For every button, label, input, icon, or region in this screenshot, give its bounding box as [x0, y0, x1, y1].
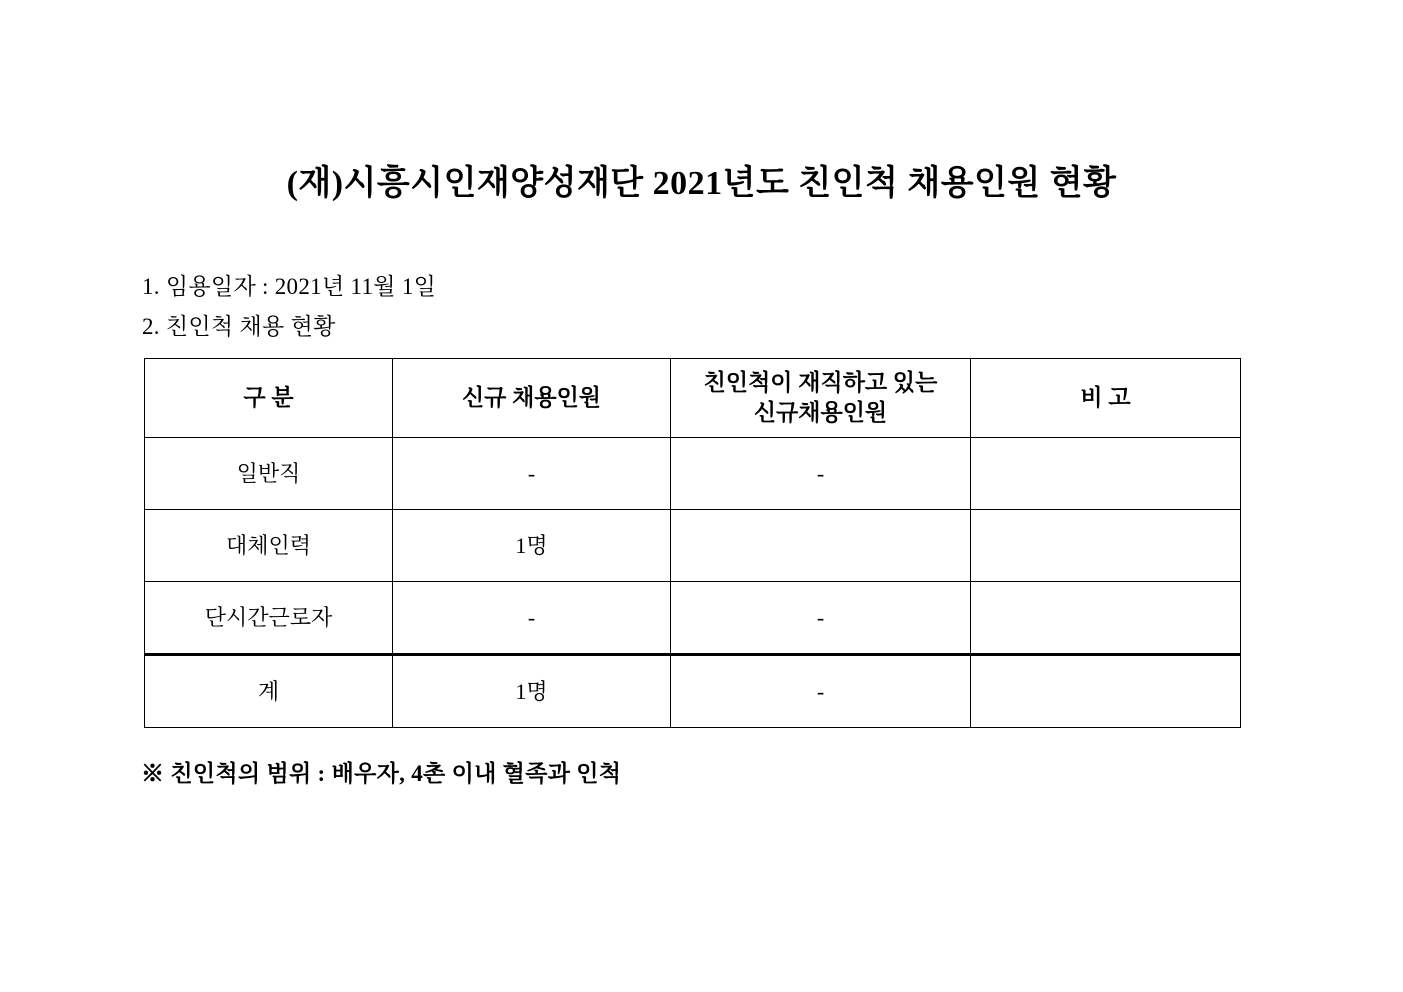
cell-new-hires-total: 1명: [393, 655, 671, 728]
table-header-row: [145, 359, 1241, 438]
cell-category: 대체인력: [145, 510, 393, 582]
cell-category-total: 계: [145, 655, 393, 728]
cell-new-hires: 1명: [393, 510, 671, 582]
page-title: (재)시흥시인재양성재단 2021년도 친인척 채용인원 현황: [286, 165, 1117, 202]
header-relative-hires-line1: 친인척이 재직하고 있는: [703, 370, 938, 396]
hiring-status-line: 2. 친인척 채용 현황: [142, 314, 336, 339]
cell-remarks: [971, 438, 1241, 510]
cell-relative-hires: -: [671, 582, 971, 655]
header-remarks: 비 고: [971, 359, 1241, 438]
cell-category: 단시간근로자: [145, 582, 393, 655]
table-row: [145, 582, 1241, 655]
appointment-date-line: 1. 임용일자 : 2021년 11월 1일: [142, 274, 437, 299]
cell-remarks: [971, 582, 1241, 655]
cell-new-hires: -: [393, 438, 671, 510]
cell-remarks-total: [971, 655, 1241, 728]
cell-relative-hires-total: -: [671, 655, 971, 728]
footnote: ※ 친인척의 범위 : 배우자, 4촌 이내 혈족과 인척: [141, 761, 622, 786]
table-total-row: [145, 655, 1241, 728]
table-row: [145, 510, 1241, 582]
cell-relative-hires: [671, 510, 971, 582]
header-new-hires: 신규 채용인원: [393, 359, 671, 438]
cell-relative-hires: -: [671, 438, 971, 510]
cell-category: 일반직: [145, 438, 393, 510]
header-category: 구 분: [145, 359, 393, 438]
header-relative-hires-line2: 신규채용인원: [753, 400, 888, 425]
cell-new-hires: -: [393, 582, 671, 655]
relative-hiring-table: [144, 358, 1241, 728]
cell-remarks: [971, 510, 1241, 582]
header-relative-hires: [671, 359, 971, 438]
table-row: [145, 438, 1241, 510]
